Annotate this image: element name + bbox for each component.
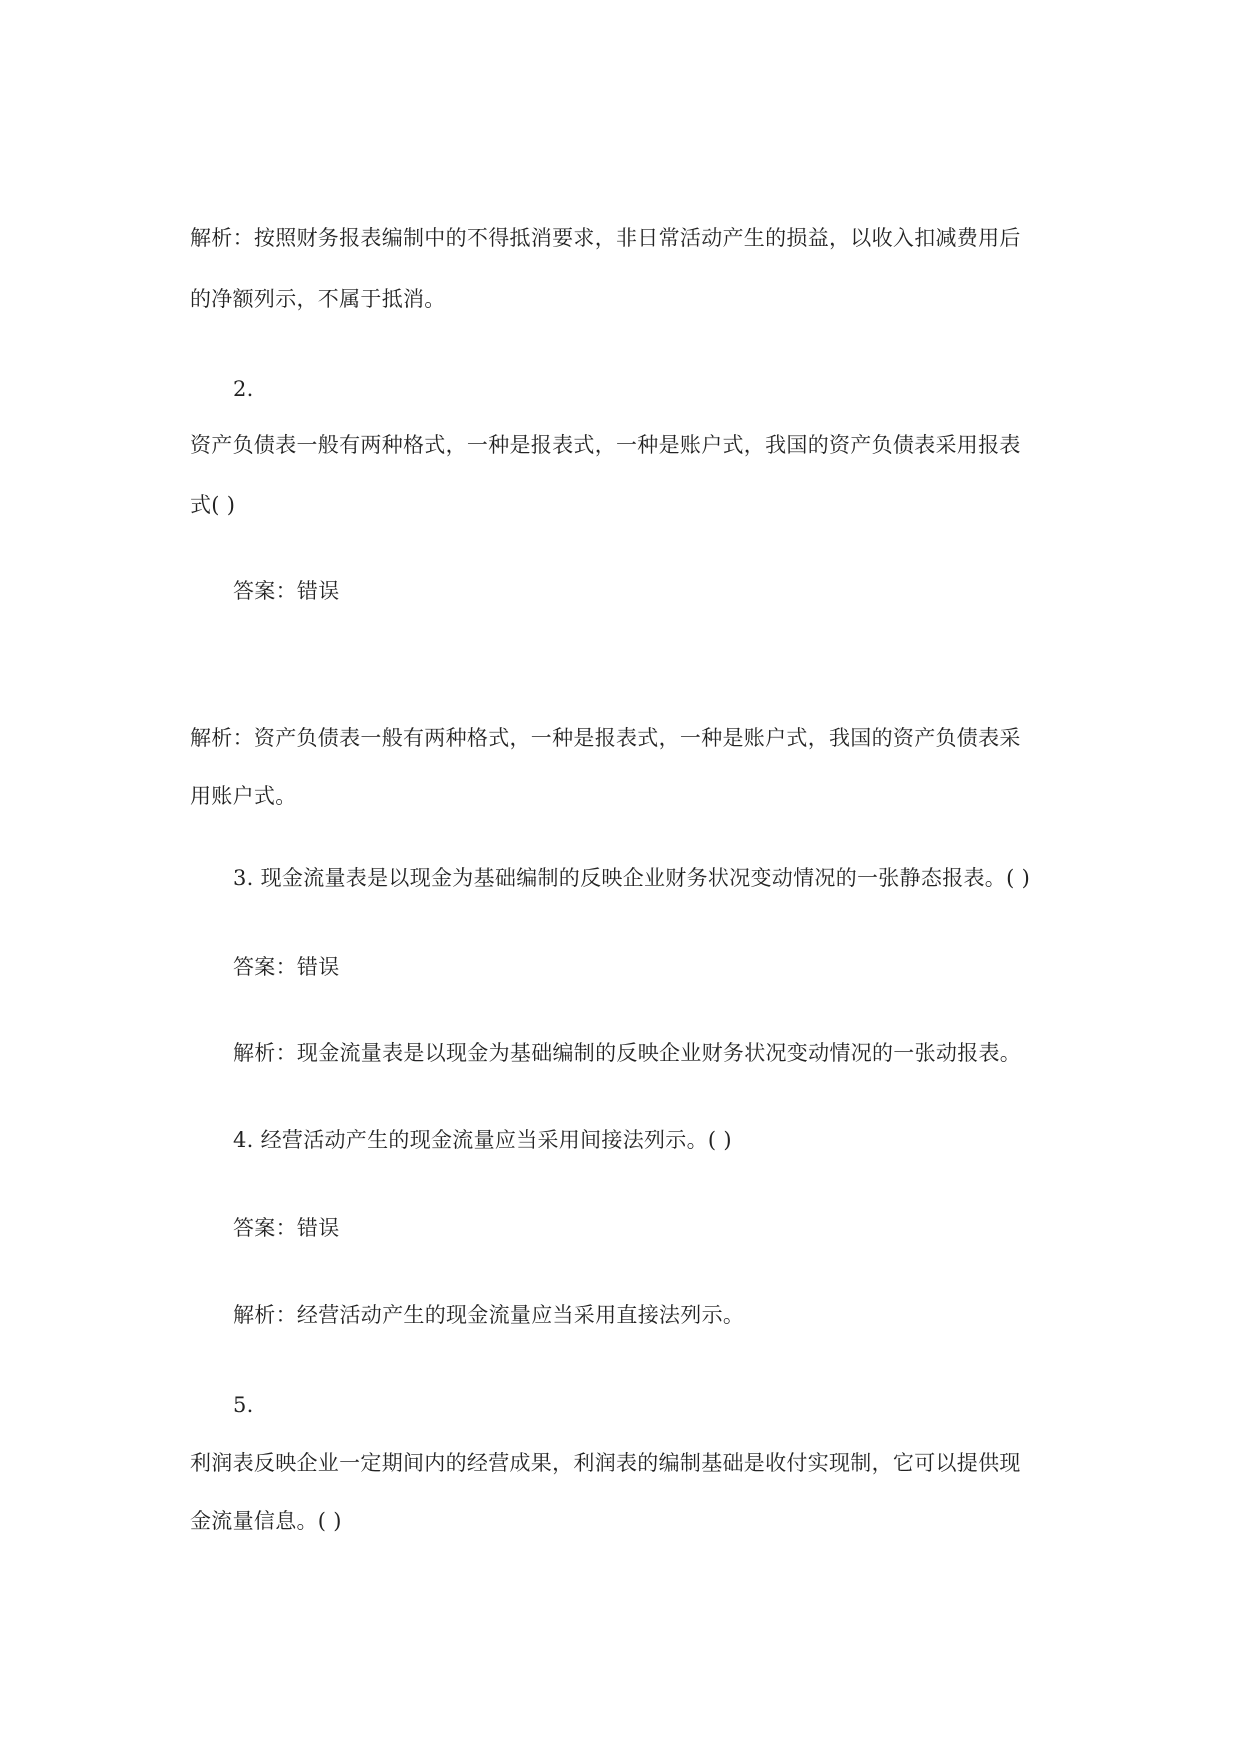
analysis-4: 解析：经营活动产生的现金流量应当采用直接法列示。 [233,1303,745,1327]
answer-3: 答案：错误 [233,955,340,979]
question-2-line-1: 资产负债表一般有两种格式，一种是报表式，一种是账户式，我国的资产负债表采用报表 [190,433,1021,457]
question-5-number: 5. [233,1393,254,1417]
analysis-3: 解析：现金流量表是以现金为基础编制的反映企业财务状况变动情况的一张动报表。 [233,1041,1022,1065]
question-3: 3. 现金流量表是以现金为基础编制的反映企业财务状况变动情况的一张静态报表。( ) [233,866,1031,890]
analysis-2-line-2: 用账户式。 [190,784,297,808]
question-2-line-2: 式( ) [190,493,236,517]
question-4: 4. 经营活动产生的现金流量应当采用间接法列示。( ) [233,1128,732,1152]
question-2-number: 2. [233,377,254,401]
analysis-2-line-1: 解析：资产负债表一般有两种格式，一种是报表式，一种是账户式，我国的资产负债表采 [190,726,1021,750]
analysis-1-line-1: 解析：按照财务报表编制中的不得抵消要求，非日常活动产生的损益，以收入扣减费用后 [190,226,1021,250]
analysis-1-line-2: 的净额列示，不属于抵消。 [190,287,446,311]
question-5-line-1: 利润表反映企业一定期间内的经营成果，利润表的编制基础是收付实现制，它可以提供现 [190,1451,1021,1475]
question-5-line-2: 金流量信息。( ) [190,1509,342,1533]
answer-2: 答案：错误 [233,579,340,603]
answer-4: 答案：错误 [233,1216,340,1240]
